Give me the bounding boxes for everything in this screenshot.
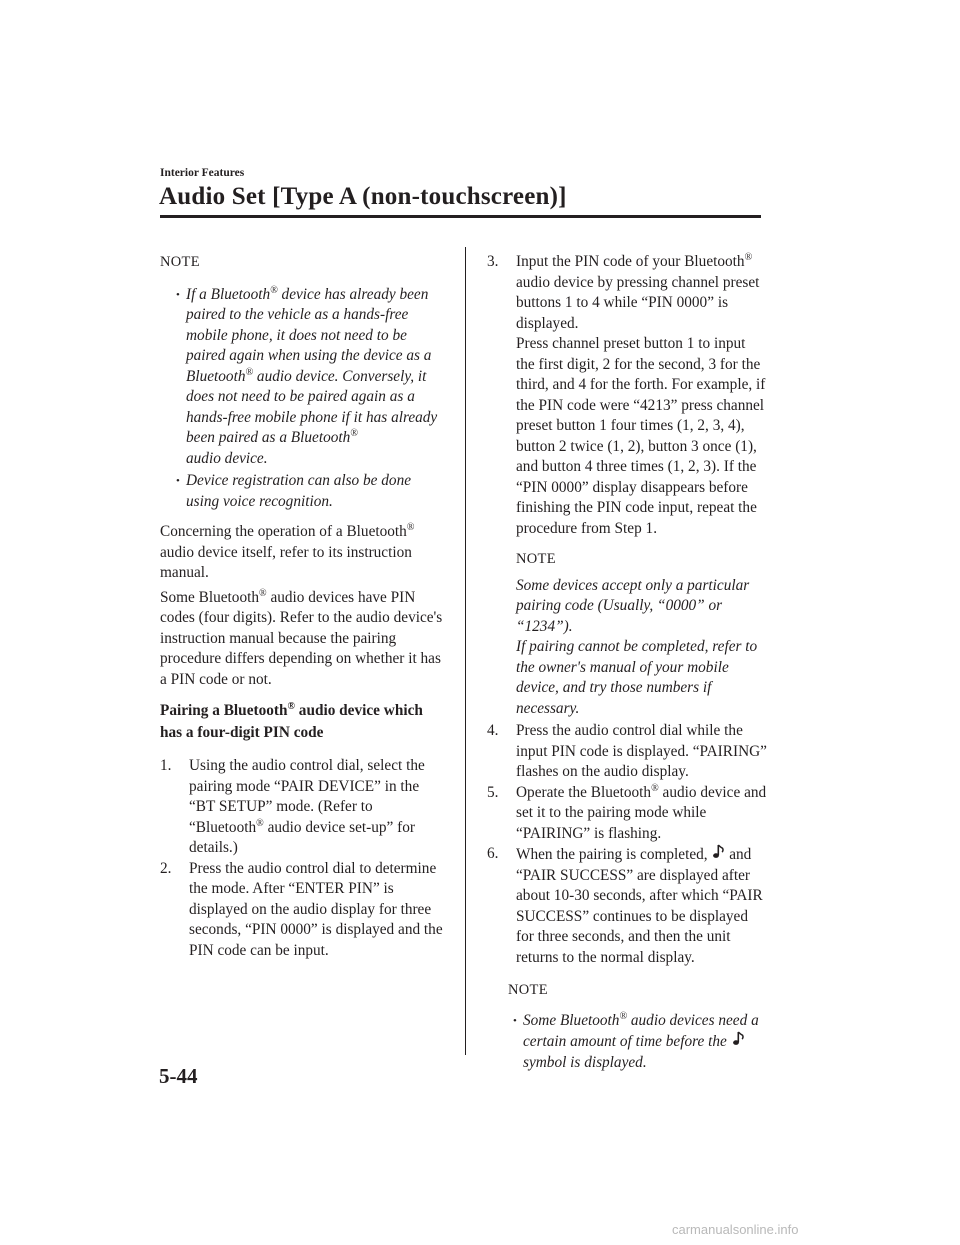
page-title: Audio Set [Type A (non-touchscreen)] bbox=[159, 183, 567, 210]
step-item: 2. Press the audio control dial to determine the mode. After “ENTER PIN” is displayed on the audio display for three seconds, “PIN 0000” is displayed and the PIN code can be input. bbox=[160, 859, 443, 959]
note-bullet: • If a Bluetooth® device has already been paired to the vehicle as a hands-free mobile phone, it does not need to be paired again when using the device as a Bluetooth® audio device. Conversely, it does not need to be paired again as a hands-free mobile phone if it has already been paired as a Bluetooth® audio device. bbox=[176, 284, 438, 467]
step-item: 5. Operate the Bluetooth® audio device and set it to the pairing mode while “PAIRING” is flashing. bbox=[487, 782, 767, 842]
bluetooth-audio-icon bbox=[732, 1031, 744, 1047]
step-item: 4. Press the audio control dial while the input PIN code is displayed. “PAIRING” flashes on the audio display. bbox=[487, 722, 767, 780]
page-number: 5-44 bbox=[159, 1064, 198, 1088]
left-column bbox=[160, 252, 445, 961]
section-label: Interior Features bbox=[160, 167, 245, 179]
steps-list bbox=[160, 756, 445, 961]
watermark[interactable]: carmanualsonline.info bbox=[672, 1222, 799, 1237]
note-bullet: • Some Bluetooth® audio devices need a certain amount of time before the symbol is displayed. bbox=[513, 1010, 759, 1071]
note-label: NOTE bbox=[160, 254, 200, 270]
step-note: NOTE Some devices accept only a particular pairing code (Usually, “0000” or “1234”). If pairing cannot be completed, refer to the owner's manual of your mobile device, and try those numbers if necessary. bbox=[516, 551, 758, 717]
note-label: NOTE bbox=[508, 982, 548, 998]
step-item: 3. Input the PIN code of your Bluetooth® audio device by pressing channel preset buttons 1 to 4 while “PIN 0000” is displayed. Press channel preset button 1 to input the first digit, 2 for the second, 3 for the third, and 4 for the forth. For example, if the PIN code were “4213” press channel preset button 1 four times (1, 2, 3, 4), button 2 twice (1, 2), button 3 once (1), and button 4 three times (1, 2, 3). If the “PIN 0000” display disappears before finishing the PIN code input, repeat the procedure from Step 1. NOTE Some devices accept only a particular pairing code (Usually, “0000” or “1234”). If pairing cannot be completed, refer to the owner's manual of your mobile device, and try those numbers if necessary. bbox=[487, 252, 767, 719]
bluetooth-audio-icon bbox=[712, 844, 724, 860]
step-item: 1. Using the audio control dial, select the pairing mode “PAIR DEVICE” in the “BT SETUP” mode. (Refer to “Bluetooth® audio device set-up” for details.) bbox=[160, 757, 425, 856]
note-bullets bbox=[497, 1011, 767, 1074]
header-rule bbox=[160, 215, 761, 218]
steps-list bbox=[487, 252, 767, 968]
right-column bbox=[487, 252, 767, 1075]
step-item: 6. When the pairing is completed, and “PAIR SUCCESS” are displayed after about 10-30 seconds, after which “PAIR SUCCESS” continues to be displayed for three seconds, and then the unit returns to the normal display. bbox=[487, 845, 763, 966]
paragraph: Concerning the operation of a Bluetooth® audio device itself, refer to its instruction manual. bbox=[160, 522, 415, 581]
subsection-heading: Pairing a Bluetooth® audio device which has a four-digit PIN code bbox=[160, 701, 423, 741]
column-divider bbox=[465, 247, 466, 1055]
paragraph: Some Bluetooth® audio devices have PIN codes (four digits). Refer to the audio device's instruction manual because the pairing procedure differs depending on whether it has a PIN code or not. bbox=[160, 587, 443, 688]
note-bullets bbox=[160, 285, 445, 513]
note-bullet: • Device registration can also be done using voice recognition. bbox=[176, 472, 412, 510]
